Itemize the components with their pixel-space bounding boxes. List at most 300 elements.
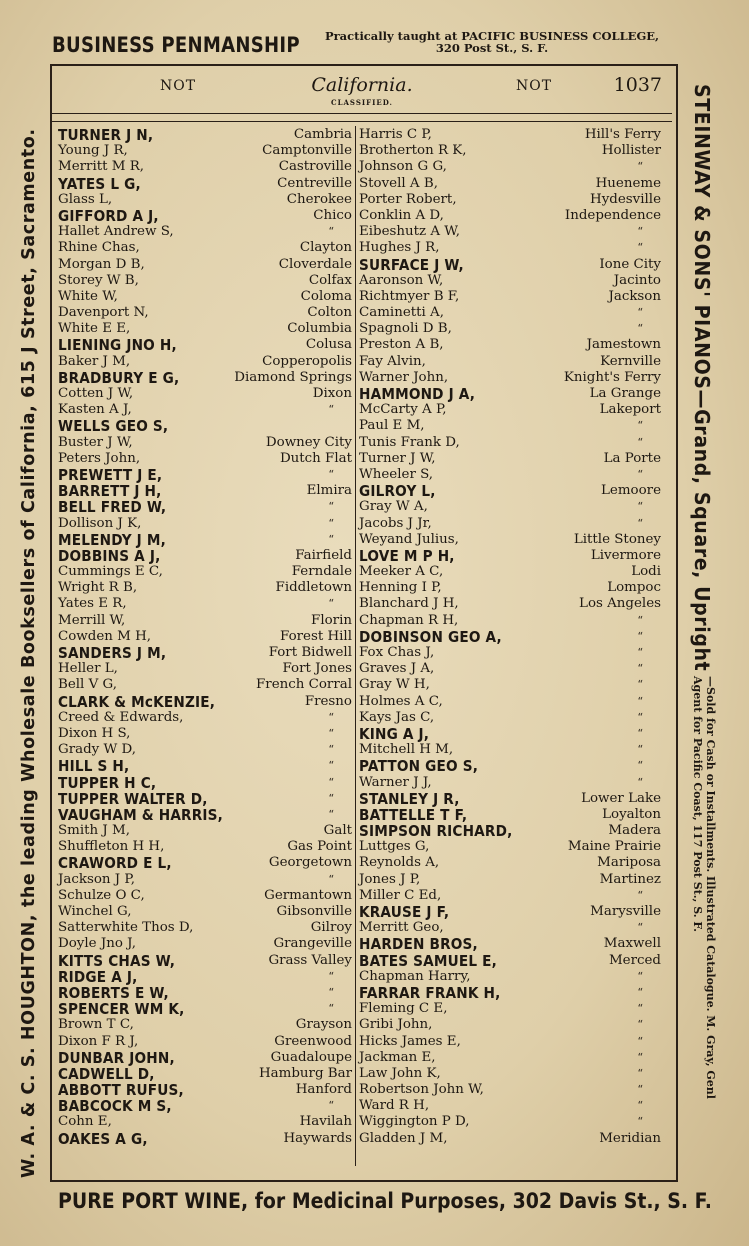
entry-name: Cummings E C, (58, 564, 163, 580)
entry-name: Kasten A J, (58, 402, 132, 418)
entry-place: “ (637, 743, 643, 757)
directory-entry (58, 920, 352, 936)
entry-name: Stovell A B, (359, 175, 438, 191)
entry-name: Fox Chas J, (359, 645, 435, 660)
entry-name: Young J R, (58, 143, 128, 159)
entry-place: “ (328, 1002, 334, 1016)
directory-entry (58, 872, 352, 888)
directory-entry (359, 192, 661, 208)
entry-place: Colusa (305, 337, 352, 353)
directory-entry (359, 321, 661, 337)
entry-name: Jackman E, (359, 1049, 436, 1065)
header-rule (52, 113, 672, 114)
entry-place: Grangeville (273, 936, 352, 952)
entry-place: “ (328, 500, 334, 514)
entry-place: Camptonville (262, 143, 352, 159)
directory-entry (359, 564, 661, 580)
entry-name: Graves J A, (359, 661, 435, 677)
entry-name: Kays Jas C, (359, 709, 435, 725)
entry-place: La Porte (603, 450, 661, 466)
entry-place: Florin (311, 612, 352, 628)
directory-entry (359, 580, 661, 596)
entry-place: Martinez (599, 871, 661, 887)
directory-entry (359, 872, 661, 888)
entry-place: “ (637, 775, 643, 789)
directory-entry (58, 694, 352, 710)
entry-place: “ (328, 791, 334, 805)
entry-place: “ (328, 516, 334, 530)
directory-entry (58, 354, 352, 370)
directory-entry (58, 1050, 352, 1066)
entry-name: Aaronson W, (359, 272, 444, 288)
entry-name: RIDGE A J, (58, 967, 138, 986)
entry-place: “ (328, 872, 334, 886)
entry-name: Wiggington P D, (359, 1114, 470, 1130)
entry-place: Copperopolis (262, 353, 352, 369)
entry-name: McCarty A P, (359, 402, 447, 418)
directory-entry (58, 1034, 352, 1050)
entry-name: Hallet Andrew S, (58, 224, 174, 240)
entry-name: Reynolds A, (359, 855, 440, 871)
entry-place: Fort Bidwell (268, 645, 352, 660)
entry-name: Meeker A C, (359, 564, 444, 580)
directory-entry (58, 1131, 352, 1147)
directory-entry (58, 176, 352, 192)
entry-place: Lompoc (607, 580, 661, 596)
entry-place: “ (637, 678, 643, 692)
entry-name: CLARK & McKENZIE, (58, 692, 216, 711)
entry-place: Diamond Springs (234, 369, 352, 385)
entry-name: Chapman Harry, (359, 968, 471, 984)
entry-place: Jamestown (586, 337, 661, 353)
directory-entry (58, 127, 352, 143)
directory-entry (58, 775, 352, 791)
directory-entry (58, 661, 352, 677)
entry-place: Colfax (308, 272, 352, 288)
entry-place: Colton (307, 305, 352, 321)
entry-place: “ (637, 1002, 643, 1016)
entry-place: Independence (564, 207, 661, 223)
entry-name: TURNER J N, (58, 126, 154, 144)
entry-place: “ (328, 759, 334, 773)
directory-entry (58, 953, 352, 969)
directory-entry (359, 629, 661, 645)
entry-place: Coloma (300, 288, 352, 304)
directory-entry (58, 758, 352, 774)
entry-place: “ (637, 500, 643, 514)
entry-name: Shuffleton H H, (58, 839, 165, 855)
entry-place: “ (328, 775, 334, 789)
directory-entry (359, 953, 661, 969)
entry-place: Cloverdale (278, 256, 352, 272)
directory-entry (359, 775, 661, 791)
directory-entry (58, 548, 352, 564)
entry-place: Ione City (599, 256, 661, 272)
entry-name: White E E, (58, 321, 131, 337)
entry-place: Lemoore (601, 483, 661, 499)
entry-place: Grayson (295, 1017, 352, 1033)
entry-place: Jackson (608, 288, 661, 304)
entry-name: FARRAR FRANK H, (359, 983, 501, 1002)
entry-name: Conklin A D, (359, 207, 444, 223)
entry-name: OAKES A G, (58, 1129, 148, 1148)
entry-name: Creed & Edwards, (58, 709, 184, 725)
entry-name: Dixon F R J, (58, 1033, 139, 1049)
entry-name: HARDEN BROS, (359, 935, 478, 954)
entry-name: BATTELLE T F, (359, 805, 468, 824)
directory-entry (359, 240, 661, 256)
directory-entry (359, 354, 661, 370)
entry-name: ROBERTS E W, (58, 983, 169, 1002)
directory-entry (58, 710, 352, 726)
directory-entry (359, 1082, 661, 1098)
entry-place: Havilah (299, 1114, 352, 1130)
entry-place: “ (637, 662, 643, 676)
entry-place: “ (637, 1099, 643, 1113)
entry-name: TUPPER WALTER D, (58, 789, 208, 808)
entry-place: “ (328, 403, 334, 417)
directory-entry (58, 888, 352, 904)
directory-entry (359, 742, 661, 758)
entry-place: Gibsonville (276, 904, 352, 919)
entry-name: Richtmyer B F, (359, 288, 460, 304)
entry-name: Baker J M, (58, 353, 131, 369)
entry-name: Chapman R H, (359, 612, 459, 628)
entry-name: Warner J J, (359, 774, 432, 790)
directory-entry (58, 435, 352, 451)
entry-name: Smith J M, (58, 823, 131, 839)
directory-entry (359, 613, 661, 629)
entry-place: Marysville (590, 904, 661, 919)
directory-entry (58, 467, 352, 483)
entry-place: “ (637, 160, 643, 174)
entry-place: “ (328, 985, 334, 999)
entry-name: Heller L, (58, 661, 118, 677)
directory-entry (359, 127, 661, 143)
directory-entry (359, 694, 661, 710)
directory-entry (58, 483, 352, 499)
directory-entry (359, 791, 661, 807)
entry-name: BARRETT J H, (58, 482, 162, 501)
directory-entry (58, 386, 352, 402)
directory-entry (58, 289, 352, 305)
entry-name: DOBINSON GEO A, (359, 627, 502, 646)
header-not-left: NOT (160, 78, 197, 94)
header-not-right: NOT (516, 78, 553, 94)
directory-entry (359, 289, 661, 305)
entry-name: LIENING JNO H, (58, 336, 177, 355)
entry-name: Wheeler S, (359, 466, 434, 482)
directory-entry (359, 969, 661, 985)
entry-name: KITTS CHAS W, (58, 951, 176, 970)
entry-place: Cherokee (286, 191, 352, 207)
entry-name: PREWETT J E, (58, 465, 163, 484)
entry-name: Winchel G, (58, 904, 132, 919)
entry-place: Chico (313, 207, 352, 223)
directory-entry (359, 143, 661, 159)
entry-name: Doyle Jno J, (58, 936, 136, 952)
directory-entry (58, 969, 352, 985)
directory-entry (58, 936, 352, 952)
entry-place: Forest Hill (280, 628, 352, 644)
entry-place: “ (328, 532, 334, 546)
directory-entry (58, 337, 352, 353)
entry-place: “ (328, 597, 334, 611)
directory-entry (58, 418, 352, 434)
entry-place: Ferndale (291, 564, 352, 580)
entry-place: Guadaloupe (270, 1049, 352, 1065)
entry-place: Columbia (287, 321, 352, 337)
entry-name: KING A J, (359, 724, 430, 743)
directory-entry (58, 677, 352, 693)
entry-name: Peters John, (58, 450, 141, 466)
directory-entry (58, 273, 352, 289)
directory-entry (359, 451, 661, 467)
directory-entry (359, 807, 661, 823)
right-ad-main: STEINWAY & SONS' PIANOS—Grand, Square, Upright (690, 84, 714, 672)
directory-entry (58, 208, 352, 224)
entry-place: Hueneme (595, 175, 661, 191)
entry-place: “ (637, 1083, 643, 1097)
entry-name: Yates E R, (58, 596, 127, 612)
directory-entry (359, 645, 661, 661)
entry-name: Holmes A C, (359, 693, 443, 709)
entry-name: Gray W H, (359, 677, 430, 693)
entry-place: “ (637, 646, 643, 659)
directory-entry (359, 1098, 661, 1114)
entry-place: Hanford (295, 1082, 352, 1098)
directory-entry (359, 596, 661, 612)
entry-name: Turner J W, (359, 450, 436, 466)
entry-place: Maxwell (603, 936, 661, 952)
entry-name: Rhine Chas, (58, 240, 140, 256)
entry-name: Gray W A, (359, 499, 428, 515)
entry-place: Centreville (277, 175, 352, 191)
entry-name: BATES SAMUEL E, (359, 951, 498, 970)
entry-place: Hydesville (590, 191, 661, 207)
entry-place: “ (637, 613, 643, 627)
directory-entry (58, 159, 352, 175)
directory-entry (359, 224, 661, 240)
directory-entry (359, 548, 661, 564)
directory-entry (359, 839, 661, 855)
entry-place: Downey City (265, 434, 352, 450)
entry-place: Hollister (601, 143, 661, 159)
directory-entry (359, 710, 661, 726)
entry-name: Dollison J K, (58, 515, 142, 531)
entry-name: White W, (58, 288, 118, 304)
entry-name: Ward R H, (359, 1098, 430, 1114)
header-state: California. (311, 74, 413, 96)
directory-entry (359, 418, 661, 434)
entry-name: GIFFORD A J, (58, 206, 159, 225)
entry-name: Cowden M H, (58, 628, 152, 644)
entry-name: WELLS GEO S, (58, 417, 169, 436)
entry-name: HAMMOND J A, (359, 385, 476, 403)
directory-entry (58, 402, 352, 418)
entry-name: Brown T C, (58, 1017, 134, 1033)
entry-place: Dutch Flat (279, 450, 352, 466)
entry-place: “ (637, 306, 643, 320)
entry-name: Cotten J W, (58, 386, 134, 401)
directory-entry (359, 726, 661, 742)
entry-name: Fay Alvin, (359, 353, 426, 369)
directory-entry (58, 257, 352, 273)
entry-place: “ (637, 1050, 643, 1064)
entry-place: Loyalton (602, 806, 661, 822)
directory-entry (359, 758, 661, 774)
entry-name: Merrill W, (58, 612, 126, 628)
entry-place: Gilroy (310, 920, 352, 936)
directory-entry (58, 1114, 352, 1130)
directory-entry (359, 677, 661, 693)
directory-entry (359, 1050, 661, 1066)
entry-name: Davenport N, (58, 305, 149, 321)
entry-place: Lodi (631, 564, 661, 580)
directory-entry (58, 904, 352, 920)
entry-place: “ (328, 807, 334, 821)
directory-entry (359, 516, 661, 532)
right-side-advertisement (687, 84, 717, 1164)
entry-name: SANDERS J M, (58, 644, 167, 662)
entry-name: LOVE M P H, (359, 546, 455, 565)
entry-place: “ (637, 1066, 643, 1080)
entry-name: GILROY L, (359, 482, 436, 501)
entry-place: Knight's Ferry (563, 369, 661, 385)
entry-name: Tunis Frank D, (359, 434, 460, 450)
entry-name: Dixon H S, (58, 725, 131, 741)
entry-name: BABCOCK M S, (58, 1097, 172, 1116)
entry-name: Gribi John, (359, 1017, 433, 1033)
header-classified: CLASSIFIED. (331, 98, 393, 107)
entry-place: “ (328, 743, 334, 757)
entry-name: Weyand Julius, (359, 531, 459, 547)
directory-entry (58, 742, 352, 758)
entry-name: SPENCER WM K, (58, 1000, 185, 1019)
directory-entry (58, 240, 352, 256)
entry-name: Buster J W, (58, 434, 133, 450)
directory-entry (359, 1131, 661, 1147)
entry-name: TUPPER H C, (58, 773, 157, 792)
entry-name: Law John K, (359, 1065, 441, 1081)
entry-place: Hamburg Bar (258, 1065, 352, 1081)
entry-place: “ (637, 759, 643, 773)
entry-name: Robertson John W, (359, 1082, 484, 1098)
directory-entry (359, 985, 661, 1001)
entry-place: French Corral (256, 677, 352, 693)
column-separator (355, 126, 356, 1166)
entry-place: Cambria (293, 127, 352, 142)
directory-entry (359, 159, 661, 175)
entry-name: Schulze O C, (58, 887, 145, 903)
directory-entry (58, 305, 352, 321)
directory-entry (58, 516, 352, 532)
directory-entry (58, 532, 352, 548)
directory-entry (58, 143, 352, 159)
entry-name: BRADBURY E G, (58, 368, 180, 387)
directory-entry (359, 386, 661, 402)
entry-name: Spagnoli D B, (359, 321, 452, 337)
directory-entry (58, 499, 352, 515)
entry-name: Henning I P, (359, 580, 442, 596)
entry-place: “ (328, 1099, 334, 1113)
entry-name: CRAWORD E L, (58, 854, 172, 873)
entry-name: MELENDY J M, (58, 530, 166, 549)
directory-entry (58, 1066, 352, 1082)
entry-place: Fort Jones (282, 661, 352, 677)
entry-name: Storey W B, (58, 272, 139, 288)
entry-name: Wright R B, (58, 580, 138, 596)
entry-name: ABBOTT RUFUS, (58, 1081, 184, 1100)
entry-place: Greenwood (274, 1033, 352, 1049)
right-column (359, 127, 661, 1167)
directory-entry (359, 273, 661, 289)
entry-place: Livermore (590, 547, 661, 563)
entry-place: “ (637, 241, 643, 255)
entry-place: “ (637, 1034, 643, 1048)
entry-name: Hughes J R, (359, 240, 440, 256)
entry-place: “ (637, 969, 643, 983)
directory-entry (58, 451, 352, 467)
entry-name: Hicks James E, (359, 1033, 461, 1049)
directory-entry (58, 629, 352, 645)
entry-place: Meridian (599, 1130, 661, 1146)
directory-entry (58, 1082, 352, 1098)
entry-name: SIMPSON RICHARD, (359, 822, 513, 841)
directory-entry (58, 1098, 352, 1114)
entry-place: “ (328, 726, 334, 740)
entry-place: Gas Point (287, 839, 352, 855)
directory-entry (359, 823, 661, 839)
directory-entry (58, 645, 352, 661)
entry-place: Georgetown (268, 855, 352, 871)
entry-place: Jacinto (613, 272, 661, 288)
entry-name: Paul E M, (359, 418, 425, 434)
top-advertisement (52, 28, 672, 62)
entry-place: “ (637, 435, 643, 449)
directory-entry (359, 337, 661, 353)
entry-place: Grass Valley (268, 952, 352, 968)
bottom-advertisement (58, 1184, 712, 1218)
directory-entry (58, 192, 352, 208)
directory-entry (359, 1017, 661, 1033)
entry-name: Eibeshutz A W, (359, 224, 460, 240)
entry-name: Merritt Geo, (359, 920, 444, 936)
entry-name: VAUGHAM & HARRIS, (58, 805, 224, 824)
entry-place: “ (637, 888, 643, 902)
entry-name: Glass L, (58, 191, 113, 207)
page-header (52, 74, 672, 107)
entry-name: Blanchard J H, (359, 596, 459, 612)
entry-place: “ (637, 629, 643, 643)
entry-name: CADWELL D, (58, 1064, 155, 1083)
entry-name: Luttges G, (359, 839, 430, 855)
entry-place: “ (637, 516, 643, 530)
entry-name: YATES L G, (58, 174, 141, 193)
entry-name: PATTON GEO S, (359, 757, 479, 776)
entry-place: “ (637, 694, 643, 708)
entry-name: Morgan D B, (58, 256, 145, 272)
directory-entry (359, 208, 661, 224)
directory-entry (58, 370, 352, 386)
entry-name: Johnson G G, (359, 159, 447, 175)
entry-place: “ (637, 1018, 643, 1032)
entry-place: Madera (608, 823, 661, 839)
entry-place: Dixon (312, 386, 352, 401)
entry-name: Jackson J P, (58, 871, 135, 887)
entry-name: Fleming C E, (359, 1001, 448, 1017)
entry-place: Castroville (278, 159, 352, 175)
